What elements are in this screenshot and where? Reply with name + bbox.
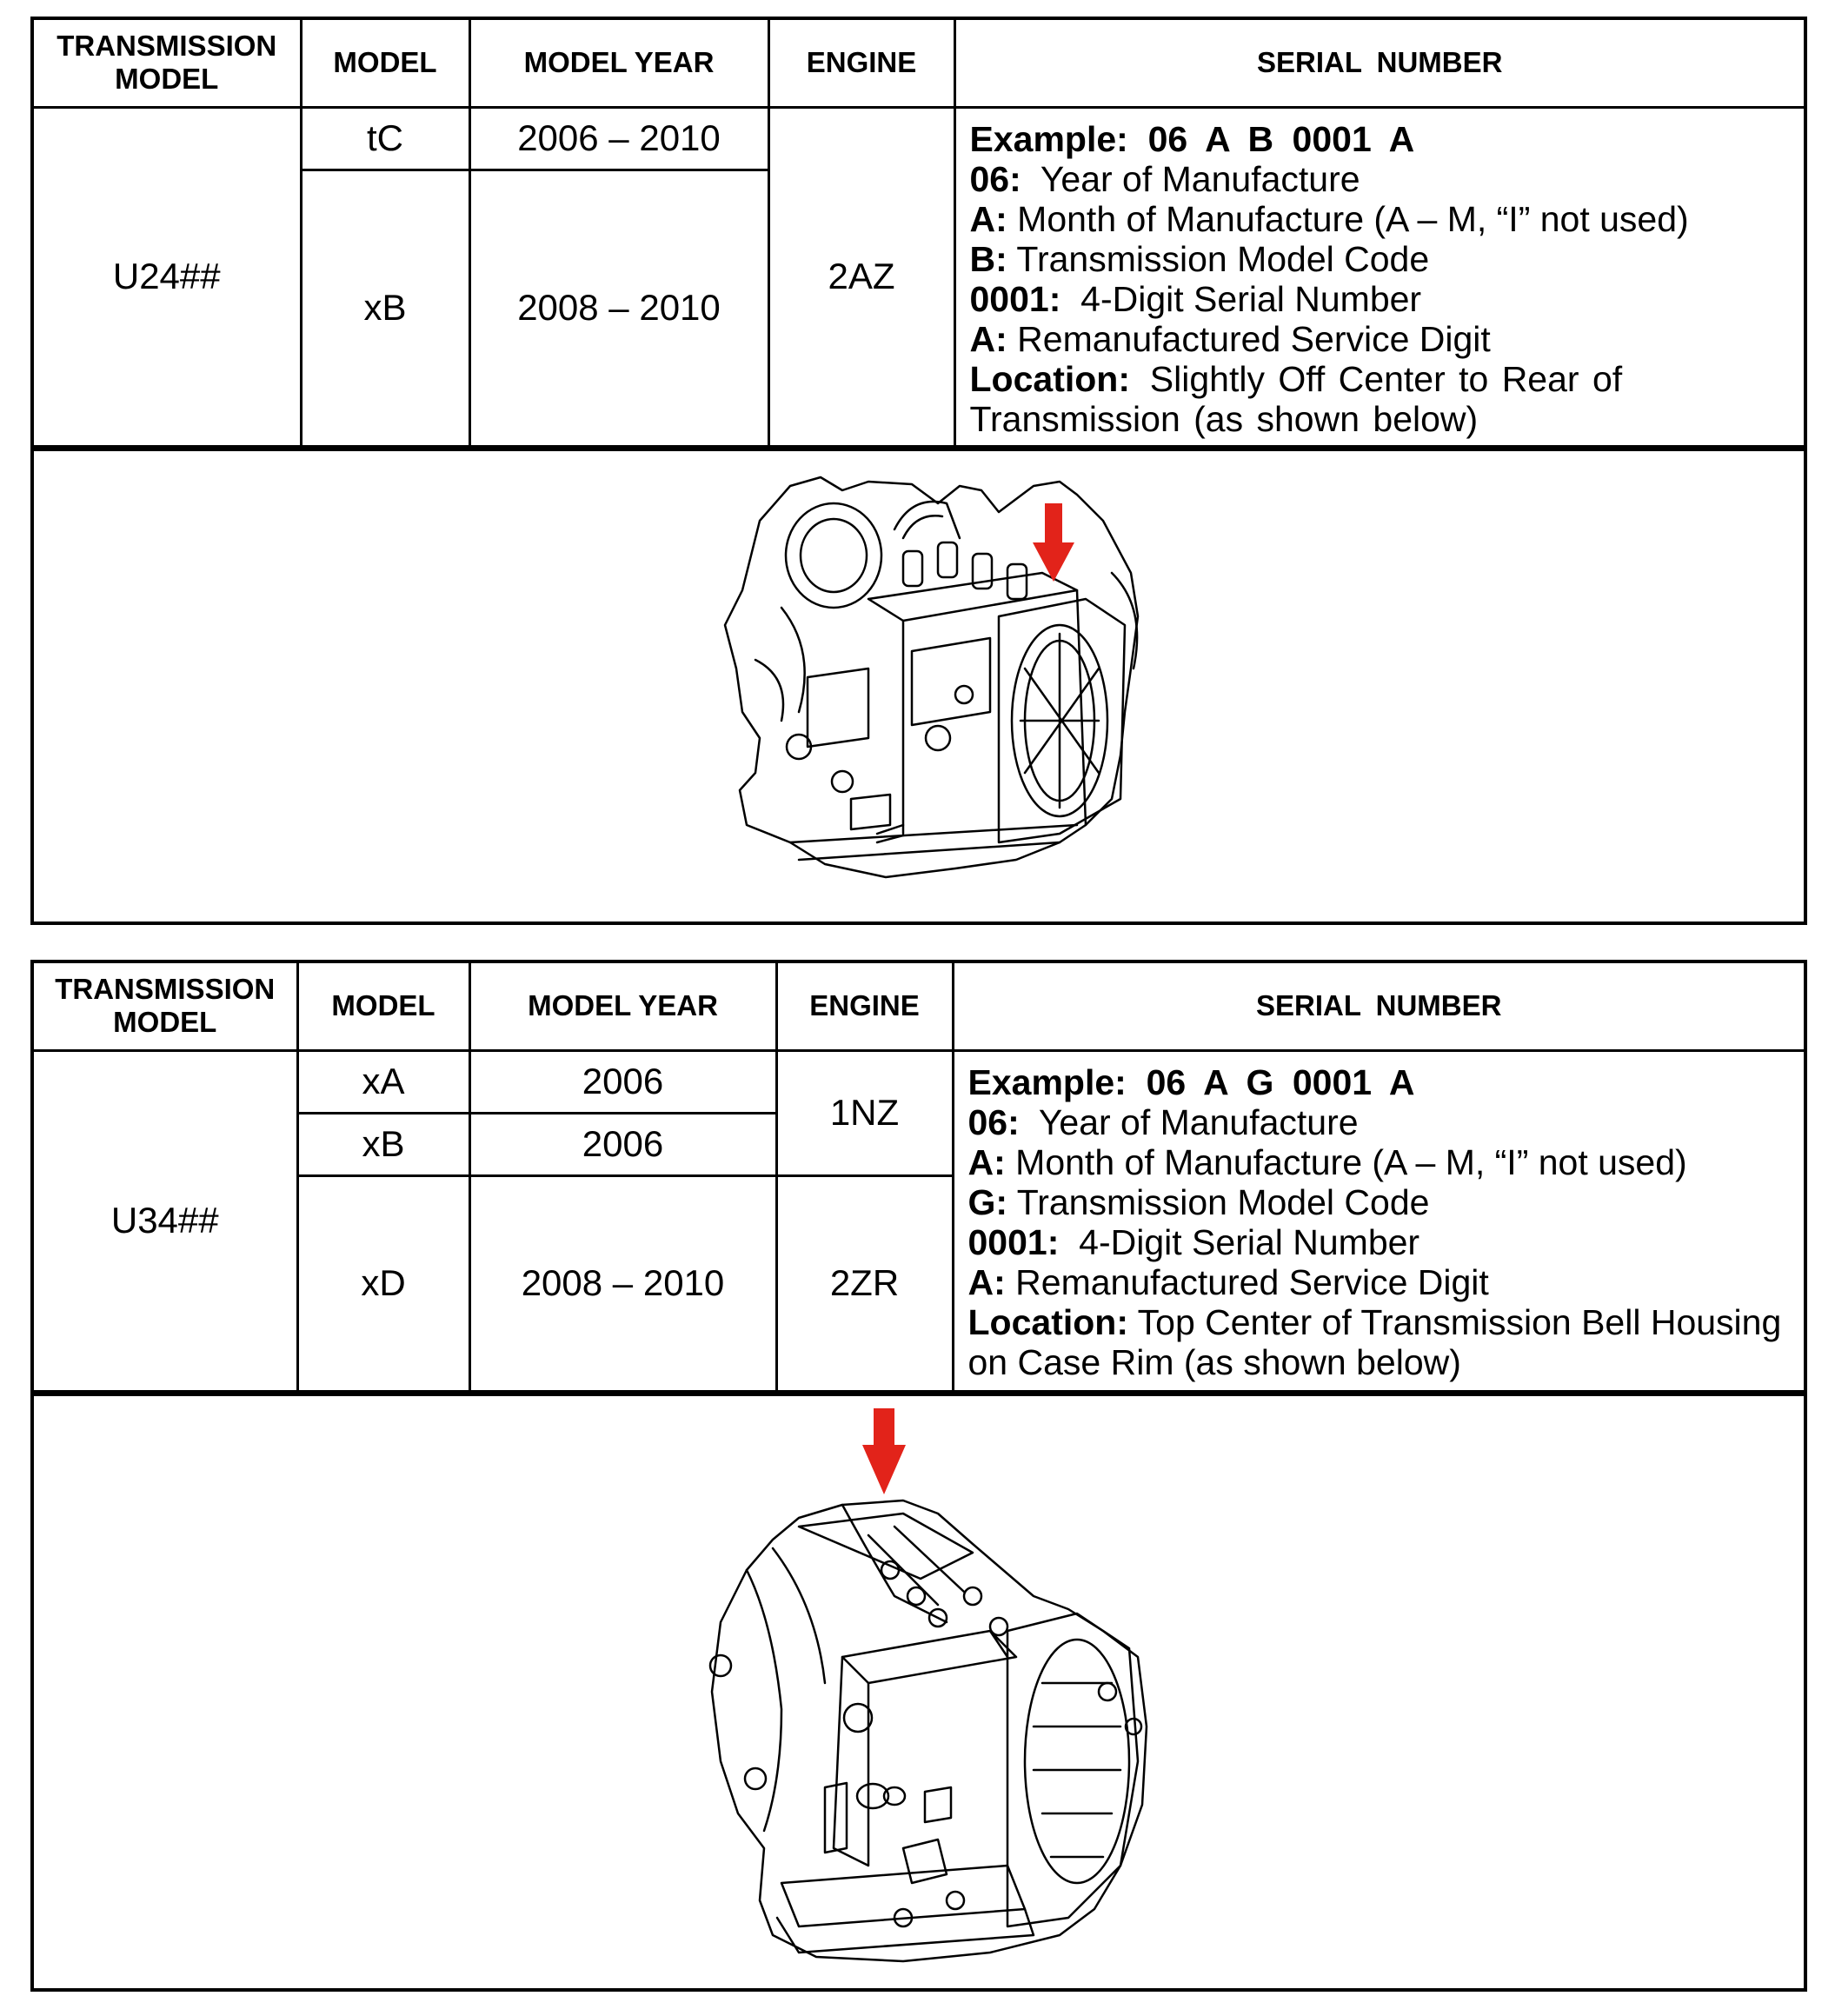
header-model-year: MODEL YEAR (469, 963, 776, 1050)
location-arrow-icon (862, 1408, 906, 1494)
header-model-year: MODEL YEAR (469, 20, 768, 107)
header-engine: ENGINE (768, 20, 954, 107)
model-cell: xB (297, 1113, 469, 1175)
header-model: MODEL (301, 20, 469, 107)
serial-number-details (953, 1050, 1804, 1391)
header-engine: ENGINE (776, 963, 953, 1050)
header-transmission-model: TRANSMISSION MODEL (34, 963, 297, 1050)
model-cell: xD (297, 1175, 469, 1391)
location-arrow-icon (1033, 503, 1074, 582)
model-year-cell: 2006 – 2010 (469, 107, 768, 170)
model-year-cell: 2008 – 2010 (469, 1175, 776, 1391)
model-cell: tC (301, 107, 469, 170)
header-model: MODEL (297, 963, 469, 1050)
serial-line: A: Month of Manufacture (A – M, “I” not used) (969, 198, 1689, 239)
figure-u24 (34, 448, 1804, 923)
serial-line: A: Remanufactured Service Digit (969, 318, 1491, 359)
serial-location: Location: Slightly Off Center to Rear of Transmission (as shown below) (969, 358, 1623, 439)
model-cell: xB (301, 170, 469, 446)
transmission-block-u24 (30, 17, 1807, 925)
serial-table-u34 (34, 963, 1804, 1393)
serial-number-details (954, 107, 1804, 446)
serial-line: B: Transmission Model Code (969, 238, 1430, 279)
serial-example: Example: 06 A B 0001 A (969, 118, 1415, 159)
transmission-u24-drawing (34, 451, 1804, 923)
serial-line: 06: Year of Manufacture (967, 1101, 1359, 1142)
engine-cell: 2AZ (768, 107, 954, 446)
transmission-model-cell: U24## (34, 107, 301, 446)
transmission-model-cell: U34## (34, 1050, 297, 1391)
serial-table-u24 (34, 20, 1804, 448)
engine-cell: 2ZR (776, 1175, 953, 1391)
serial-line: A: Month of Manufacture (A – M, “I” not used) (967, 1141, 1687, 1182)
serial-line: G: Transmission Model Code (967, 1181, 1430, 1222)
transmission-u34-drawing (34, 1396, 1804, 1996)
serial-example: Example: 06 A G 0001 A (967, 1061, 1415, 1102)
model-year-cell: 2006 (469, 1113, 776, 1175)
model-year-cell: 2008 – 2010 (469, 170, 768, 446)
header-serial-number: SERIAL NUMBER (954, 20, 1804, 107)
serial-line: 0001: 4-Digit Serial Number (969, 278, 1422, 319)
model-cell: xA (297, 1050, 469, 1113)
header-transmission-model: TRANSMISSION MODEL (34, 20, 301, 107)
transmission-block-u34 (30, 960, 1807, 1992)
serial-line: 06: Year of Manufacture (969, 158, 1360, 199)
model-year-cell: 2006 (469, 1050, 776, 1113)
header-serial-number: SERIAL NUMBER (953, 963, 1804, 1050)
figure-u34 (34, 1393, 1804, 1996)
engine-cell: 1NZ (776, 1050, 953, 1175)
serial-line: A: Remanufactured Service Digit (967, 1261, 1489, 1302)
serial-location: Location: Top Center of Transmission Bell Housing on Case Rim (as shown below) (967, 1301, 1782, 1382)
serial-line: 0001: 4-Digit Serial Number (967, 1221, 1420, 1262)
